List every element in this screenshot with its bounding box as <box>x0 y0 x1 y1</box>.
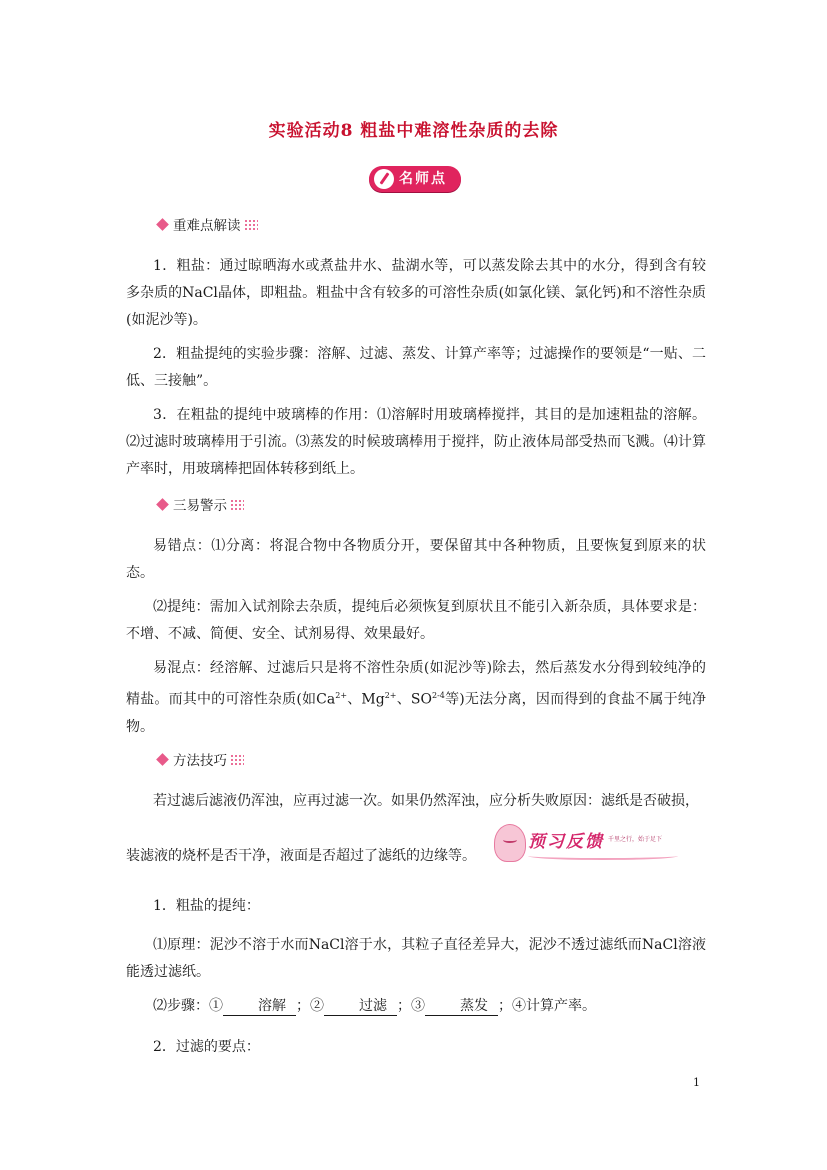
text-run: ；④计算产率。 <box>498 998 596 1014</box>
text-run: ；② <box>296 998 324 1014</box>
paragraph-glass-rod: 3．在粗盐的提纯中玻璃棒的作用：⑴溶解时用玻璃棒搅拌，其目的是加速粗盐的溶解。⑵过滤时玻璃棒用于引流。⑶蒸发的时候玻璃棒用于搅拌，防止液体局部受热而飞溅。⑷计算产率时，用玻璃棒把固体转移到纸上。 <box>126 407 706 477</box>
page-number: 1 <box>693 1076 700 1089</box>
paragraph-filter-points: 2．过滤的要点： <box>153 1039 260 1055</box>
diamond-icon <box>156 218 169 231</box>
paragraph-error-point: 易错点：⑴分离：将混合物中各物质分开，要保留其中各种物质，且要恢复到原来的状态。 <box>126 538 706 581</box>
text-run: 、SO <box>396 691 432 708</box>
section-methods <box>158 752 244 770</box>
text-run: 、Mg <box>347 691 385 708</box>
page-title: 实验活动8 粗盐中难溶性杂质的去除 <box>268 121 559 141</box>
superscript: 2+ <box>335 691 348 700</box>
dot-pattern-icon <box>230 499 244 511</box>
paragraph-steps-fill <box>126 993 706 1020</box>
section-label: 三易警示 <box>173 498 227 514</box>
text-run: 易混点：经溶解、过滤后只是将不溶性杂质(如泥沙等)除去，然后蒸发水分得到较纯净的精盐。而其中的可溶性杂质(如Ca <box>126 660 706 708</box>
superscript: 2-4 <box>431 691 445 700</box>
badge-label: 名师点拨 <box>399 171 447 213</box>
section-label: 方法技巧 <box>173 753 227 769</box>
answer-blank: 过滤 <box>324 997 397 1016</box>
answer-blank: 溶解 <box>223 997 296 1016</box>
paragraph-confusion-point <box>126 655 706 741</box>
diamond-icon <box>156 753 169 766</box>
paragraph-crude-salt: 1．粗盐：通过晾晒海水或煮盐井水、盐湖水等，可以蒸发除去其中的水分，得到含有较多杂质的NaCl晶体，即粗盐。粗盐中含有较多的可溶性杂质(如氯化镁、氯化钙)和不溶性杂质(如泥沙等)。 <box>126 258 706 328</box>
section-key-points <box>158 217 258 235</box>
paragraph-salt-purification: 1．粗盐的提纯： <box>153 898 260 914</box>
paragraph-purify: ⑵提纯：需加入试剂除去杂质，提纯后必须恢复到原状且不能引入新杂质，具体要求是：不增、不减、简便、安全、试剂易得、效果最好。 <box>126 599 706 642</box>
diamond-icon <box>156 498 169 511</box>
feedback-slogan: 千里之行，始于足下 <box>608 836 663 843</box>
dot-pattern-icon <box>244 219 258 231</box>
text-run: 等)无法分离，因而得到的食盐不属于纯净物。 <box>126 691 707 735</box>
answer-blank: 蒸发 <box>425 997 498 1016</box>
text-run: ；③ <box>397 998 425 1014</box>
paragraph-principle: ⑴原理：泥沙不溶于水而NaCl溶于水，其粒子直径差异大，泥沙不透过滤纸而NaCl溶液能透过滤纸。 <box>126 937 706 980</box>
superscript: 2+ <box>384 691 397 700</box>
paragraph-refilter: 若过滤后滤液仍浑浊，应再过滤一次。如果仍然浑浊，应分析失败原因：滤纸是否破损， <box>153 793 699 809</box>
feedback-title: 预习反馈 <box>528 832 604 852</box>
paragraph-beaker: 装滤液的烧杯是否干净，液面是否超过了滤纸的边缘等。 <box>126 848 476 864</box>
section-warnings <box>158 497 244 515</box>
dot-pattern-icon <box>230 754 244 766</box>
teacher-tips-badge <box>369 166 461 213</box>
text-run: ⑵步骤：① <box>153 998 223 1014</box>
section-label: 重难点解读 <box>173 218 241 234</box>
paragraph-purification-steps: 2．粗盐提纯的实验步骤：溶解、过滤、蒸发、计算产率等；过滤操作的要领是“一贴、二低、三接触”。 <box>126 346 706 389</box>
pen-icon <box>374 169 394 189</box>
